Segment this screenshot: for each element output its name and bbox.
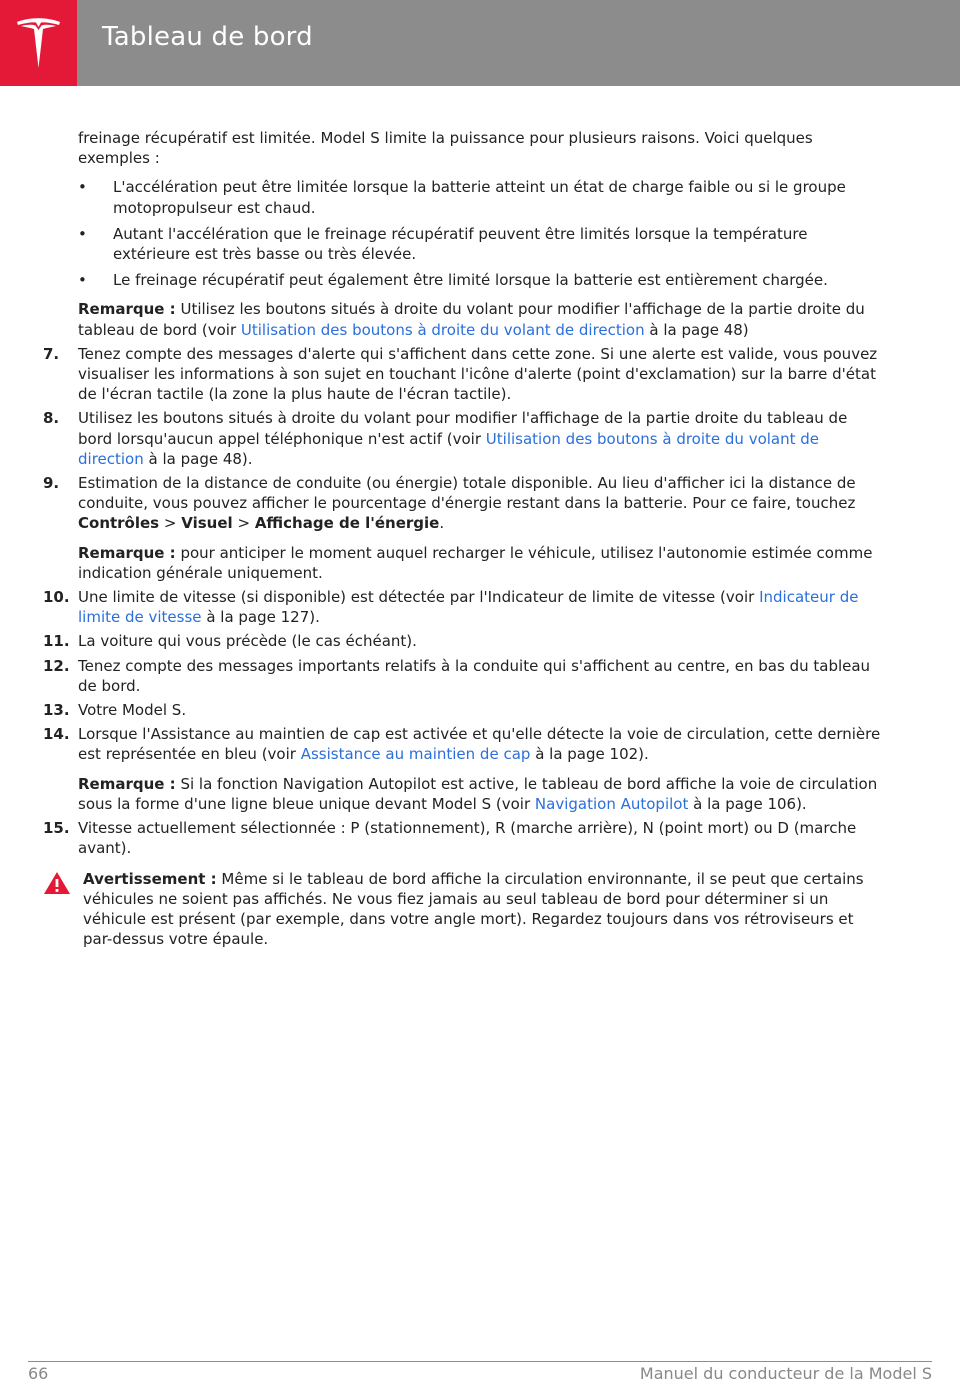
tesla-logo-icon <box>15 16 62 70</box>
link-speed-limit[interactable]: Indicateur de limite de vitesse <box>78 588 859 627</box>
page-header <box>0 0 960 86</box>
menu-path-energy: Affichage de l'énergie <box>254 514 440 533</box>
footer-divider <box>28 1361 932 1362</box>
link-lane-assist[interactable]: Assistance au maintien de cap <box>300 745 531 764</box>
link-navigation-autopilot[interactable]: Navigation Autopilot <box>534 794 689 813</box>
page-number: 66 <box>28 1364 49 1383</box>
note-label: Remarque : <box>78 543 176 562</box>
link-right-buttons[interactable]: Utilisation des boutons à droite du volant de direction <box>78 429 820 468</box>
menu-path-controls: Contrôles <box>78 514 160 533</box>
warning-box: Avertissement : Même si le tableau de bord affiche la circulation environnante, il se peut que certains véhicules ne soient pas affichés. Ne vous fiez jamais au seul tableau de bord pour déterminer si un véhicule est présent (par exemple, dans votre angle mort). Regardez toujours dans vos rétroviseurs et par-dessus votre épaule. <box>43 869 883 950</box>
note: Remarque : pour anticiper le moment auquel recharger le véhicule, utilisez l'autonomie estimée comme indication générale uniquement. <box>78 543 873 582</box>
bullet-icon: • <box>78 224 87 243</box>
brand-logo <box>0 0 77 86</box>
bullet-list <box>43 177 883 290</box>
numbered-item-12: 12. Tenez compte des messages importants relatifs à la conduite qui s'affichent au centre, en bas du tableau de bord. <box>43 656 871 695</box>
note: Remarque : Si la fonction Navigation Autopilot est active, le tableau de bord affiche la voie de circulation sous la forme d'une ligne bleue unique devant Model S (voir Navigation Autopilot à la page 106). <box>78 774 878 813</box>
note: Remarque : Utilisez les boutons situés à droite du volant pour modifier l'affichage de la partie droite du tableau de bord (voir Utilisation des boutons à droite du volant de direction à la page 48) <box>78 300 865 339</box>
intro-paragraph: freinage récupératif est limitée. Model S limite la puissance pour plusieurs raisons. Voici quelques exemples : <box>78 129 813 168</box>
bullet-icon: • <box>78 271 87 290</box>
list-item: • Le freinage récupératif peut également être limité lorsque la batterie est entièrement chargée. <box>78 271 828 290</box>
bullet-icon: • <box>78 178 87 197</box>
numbered-item-9: 9. Estimation de la distance de conduite (ou énergie) totale disponible. Au lieu d'afficher ici la distance de conduite, vous pouvez afficher le pourcentage d'énergie restant dans la batterie. Pour ce faire, touchez Contrôles > Visuel > Affichage de l'énergie. <box>43 474 856 533</box>
note-label: Remarque : <box>78 774 176 793</box>
manual-title: Manuel du conducteur de la Model S <box>639 1364 932 1383</box>
list-item: • L'accélération peut être limitée lorsque la batterie atteint un état de charge faible ou si le groupe motopropulseur est chaud. <box>78 178 846 217</box>
numbered-item-15: 15. Vitesse actuellement sélectionnée : P (stationnement), R (marche arrière), N (point mort) ou D (marche avant). <box>43 819 857 858</box>
menu-path-visual: Visuel <box>181 514 233 533</box>
warning-icon <box>43 871 71 895</box>
note-label: Remarque : <box>78 300 176 319</box>
numbered-item-8: 8. Utilisez les boutons situés à droite du volant pour modifier l'affichage de la partie droite du tableau de bord lorsqu'aucun appel téléphonique n'est actif (voir Utilisation des boutons à droite du volant de direction à la page 48). <box>43 409 848 468</box>
numbered-item-11: 11. La voiture qui vous précède (le cas échéant). <box>43 632 417 651</box>
page-title: Tableau de bord <box>102 22 313 52</box>
document-body <box>43 128 883 949</box>
warning-label: Avertissement : <box>83 869 217 888</box>
numbered-item-13: 13. Votre Model S. <box>43 701 187 720</box>
list-item: • Autant l'accélération que le freinage récupératif peuvent être limités lorsque la température extérieure est très basse ou très élevée. <box>78 224 808 264</box>
numbered-item-10: 10. Une limite de vitesse (si disponible) est détectée par l'Indicateur de limite de vitesse (voir Indicateur de limite de vitesse à la page 127). <box>43 588 859 627</box>
numbered-item-14: 14. Lorsque l'Assistance au maintien de cap est activée et qu'elle détecte la voie de circulation, cette dernière est représentée en bleu (voir Assistance au maintien de cap à la page 102). <box>43 725 881 764</box>
numbered-item-7: 7. Tenez compte des messages d'alerte qui s'affichent dans cette zone. Si une alerte est valide, vous pouvez visualiser les informations à son sujet en touchant l'icône d'alerte (point d'exclamation) sur la barre d'état de l'écran tactile (la zone la plus haute de l'écran tactile). <box>43 344 878 404</box>
link-right-buttons[interactable]: Utilisation des boutons à droite du volant de direction <box>240 320 645 339</box>
